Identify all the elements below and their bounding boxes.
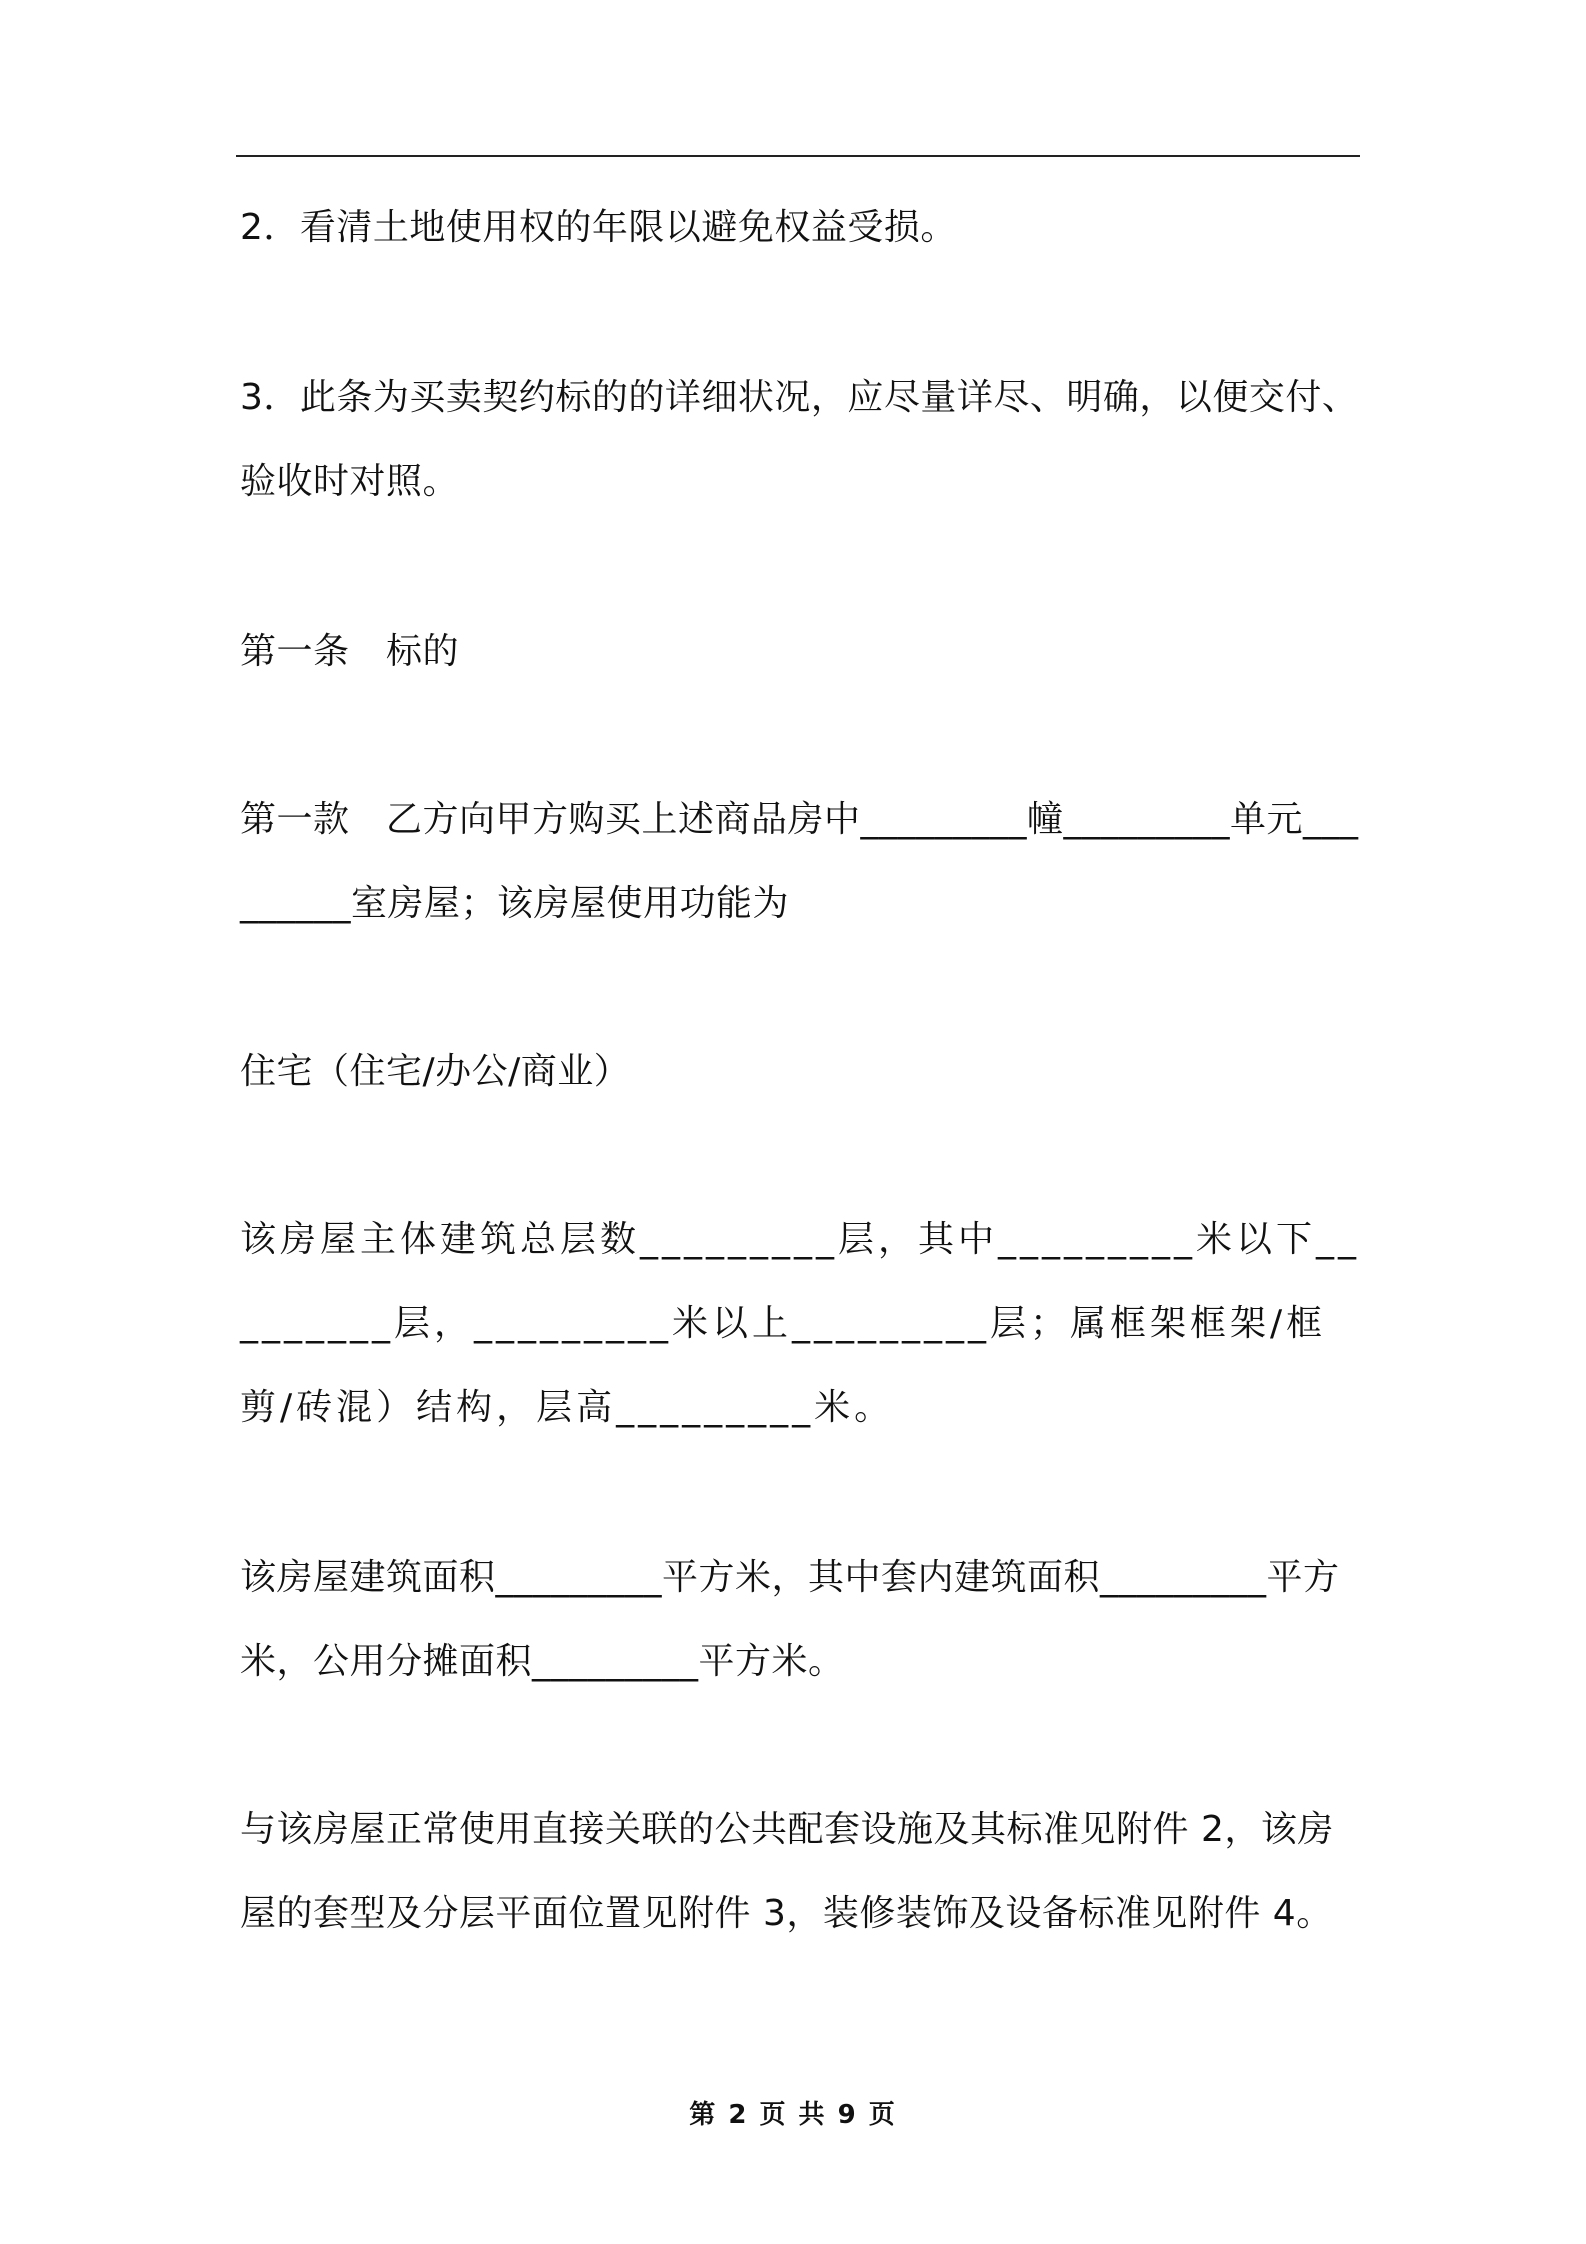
paragraph-contract-subject-note: 3．此条为买卖契约标的的详细状况，应尽量详尽、明确，以便交付、验收时对照。 [240, 377, 1359, 502]
paragraph-floor-area: 该房屋建筑面积_________平方米，其中套内建筑面积_________平方米，公用分摊面积_________平方米。 [240, 1557, 1340, 1682]
header-rule [236, 155, 1360, 157]
paragraph-usage-type: 住宅（住宅/办公/商业） [240, 1051, 631, 1092]
article-heading: 第一条 标的 [240, 631, 460, 672]
paragraph-clause-one: 第一款 乙方向甲方购买上述商品房中_________幢_________单元_________室房屋；该房屋使用功能为 [240, 799, 1359, 924]
paragraph-land-use-term: 2．看清土地使用权的年限以避免权益受损。 [240, 207, 957, 248]
paragraph-attachments: 与该房屋正常使用直接关联的公共配套设施及其标准见附件 2，该房屋的套型及分层平面位置见附件 3，装修装饰及设备标准见附件 4。 [240, 1809, 1334, 1934]
page-number-footer: 第 2 页 共 9 页 [689, 2100, 897, 2130]
paragraph-floor-structure: 该房屋主体建筑总层数_________层，其中_________米以下_________层，_________米以上_________层；属框架框架/框剪/砖混）结构，层高_________米。 [240, 1219, 1361, 1428]
